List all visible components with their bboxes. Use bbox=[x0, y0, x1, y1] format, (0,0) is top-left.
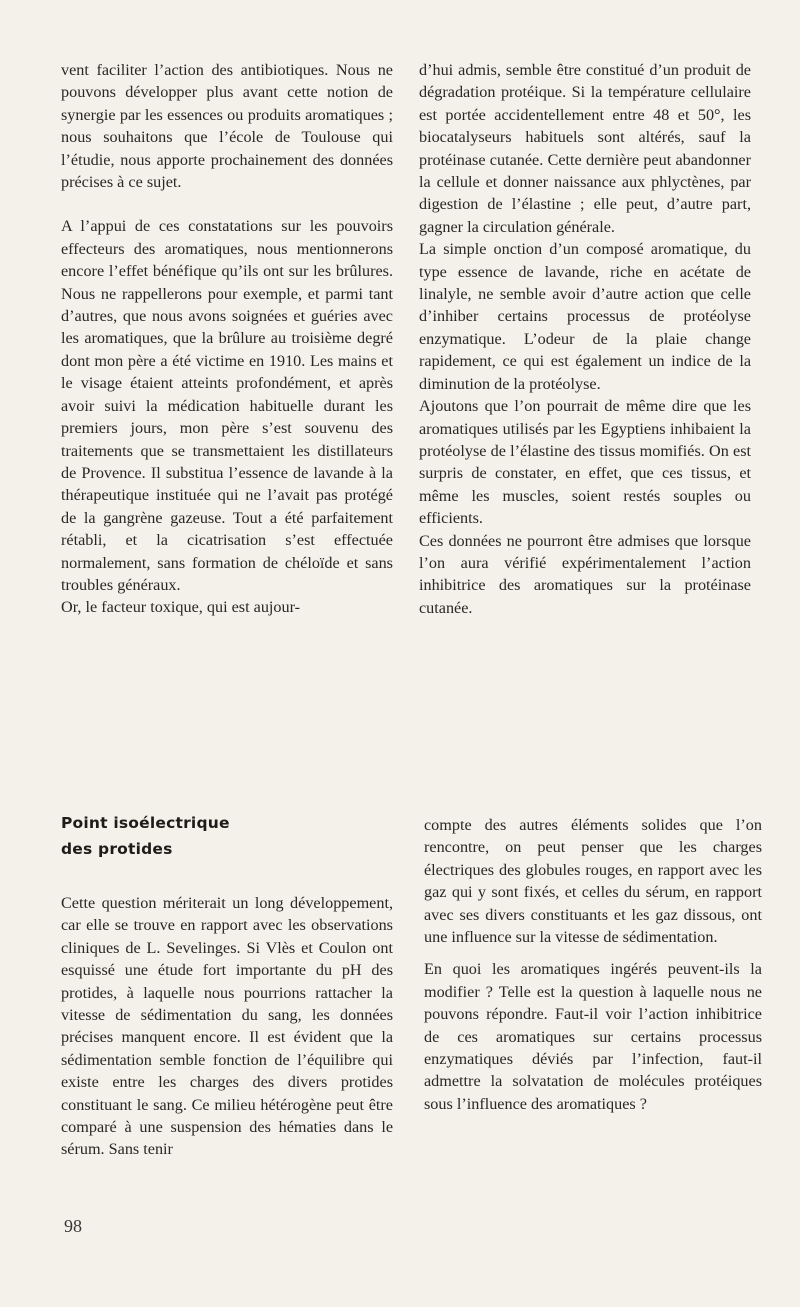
paragraph: Ajoutons que l’on pourrait de même dire que les aromatiques utilisés par les Egyptiens inhibaient la protéolyse de l’élastine des tissus momifiés. On est surpris de constater, en effet, que ces tissus, et même les muscles, soient restés souples ou efficients. bbox=[419, 397, 751, 528]
paragraph: A l’appui de ces constatations sur les pouvoirs effecteurs des aromatiques, nous mentionnerons encore l’effet bénéfique qu’ils ont sur les brûlures. Nous ne rappellerons pour exemple, et parmi tant d’autres, que nous avons soignées et guéries avec les aromatiques, que la brûlure au troisième degré dont mon père a été victime en 1910. Les mains et le visage étaient atteints profondément, et après avoir suivi la médication habituelle durant les premiers jours, mon père s’est souvenu des traitements que se transmettaient les distillateurs de Provence. Il substitua l’essence de lavande à la thérapeutique instituée qui ne l’avait pas protégé de la gangrène gazeuse. Tout a été parfaitement rétabli, et la cicatrisation s’est effectuée normalement, sans formation de chéloïde et sans troubles généraux. bbox=[61, 217, 393, 594]
paragraph: d’hui admis, semble être constitué d’un produit de dégradation protéique. Si la température cellulaire est portée accidentellement entre 48 et 50°, les biocatalyseurs habituels sont altérés, sauf la protéinase cutanée. Cette dernière peut abandonner la cellule et donner naissance aux phlyctènes, par digestion de l’élastine ; elle peut, d’autre part, gagner la circulation générale. bbox=[419, 61, 751, 236]
section-heading-line: des protides bbox=[61, 840, 173, 858]
top-right-column bbox=[419, 59, 751, 619]
paragraph: vent faciliter l’action des antibiotiques. Nous ne pouvons développer plus avant cette notion de synergie par les essences ou produits aromatiques ; nous souhaitons que l’école de Toulouse qui l’étudie, nous apporte prochainement des données précises à ce sujet. bbox=[61, 61, 393, 192]
section-left-column bbox=[61, 810, 393, 1161]
paragraph: En quoi les aromatiques ingérés peuvent-ils la modifier ? Telle est la question à laquelle nous ne pouvons répondre. Faut-il voir l’action inhibitrice de ces aromatiques sur certains processus enzymatiques déviés par l’infection, faut-il admettre la solvatation de molécules protéiques sous l’influence des aromatiques ? bbox=[424, 960, 762, 1113]
paragraph: Ces données ne pourront être admises que lorsque l’on aura vérifié expérimentalement l’action inhibitrice des aromatiques sur la protéinase cutanée. bbox=[419, 531, 751, 617]
paragraph: La simple onction d’un composé aromatique, du type essence de lavande, riche en acétate de linalyle, ne semble avoir d’autre action que celle d’inhiber certains processus de protéolyse enzymatique. L’odeur de la plaie change rapidement, ce qui est également un indice de la diminution de la protéolyse. bbox=[419, 240, 751, 393]
paragraph: Cette question mériterait un long développement, car elle se trouve en rapport avec les observations cliniques de L. Sevelinges. Si Vlès et Coulon ont esquissé une étude fort importante du pH des protides, à laquelle nous pourrions rattacher la vitesse de sédimentation du sang, les données précises manquent encore. Il est évident que la sédimentation semble fonction de l’équilibre qui existe entre les charges des divers protides constituant le sang. Ce milieu hétérogène peut être comparé à une suspension des hématies dans le sérum. Sans tenir bbox=[61, 894, 393, 1159]
section-heading-line: Point isoélectrique bbox=[61, 814, 230, 832]
paragraph: compte des autres éléments solides que l’on rencontre, on peut penser que les charges électriques des globules rouges, en rapport avec les gaz qui y sont fixés, et celles du sérum, en rapport avec ses divers constituants et les gaz dissous, ont une influence sur la vitesse de sédimentation. bbox=[424, 816, 762, 947]
section-heading bbox=[61, 810, 393, 862]
section-right-column bbox=[424, 814, 762, 1115]
page-number: 98 bbox=[64, 1216, 82, 1236]
top-left-column bbox=[61, 59, 393, 619]
paragraph: Or, le facteur toxique, qui est aujour- bbox=[61, 598, 301, 617]
